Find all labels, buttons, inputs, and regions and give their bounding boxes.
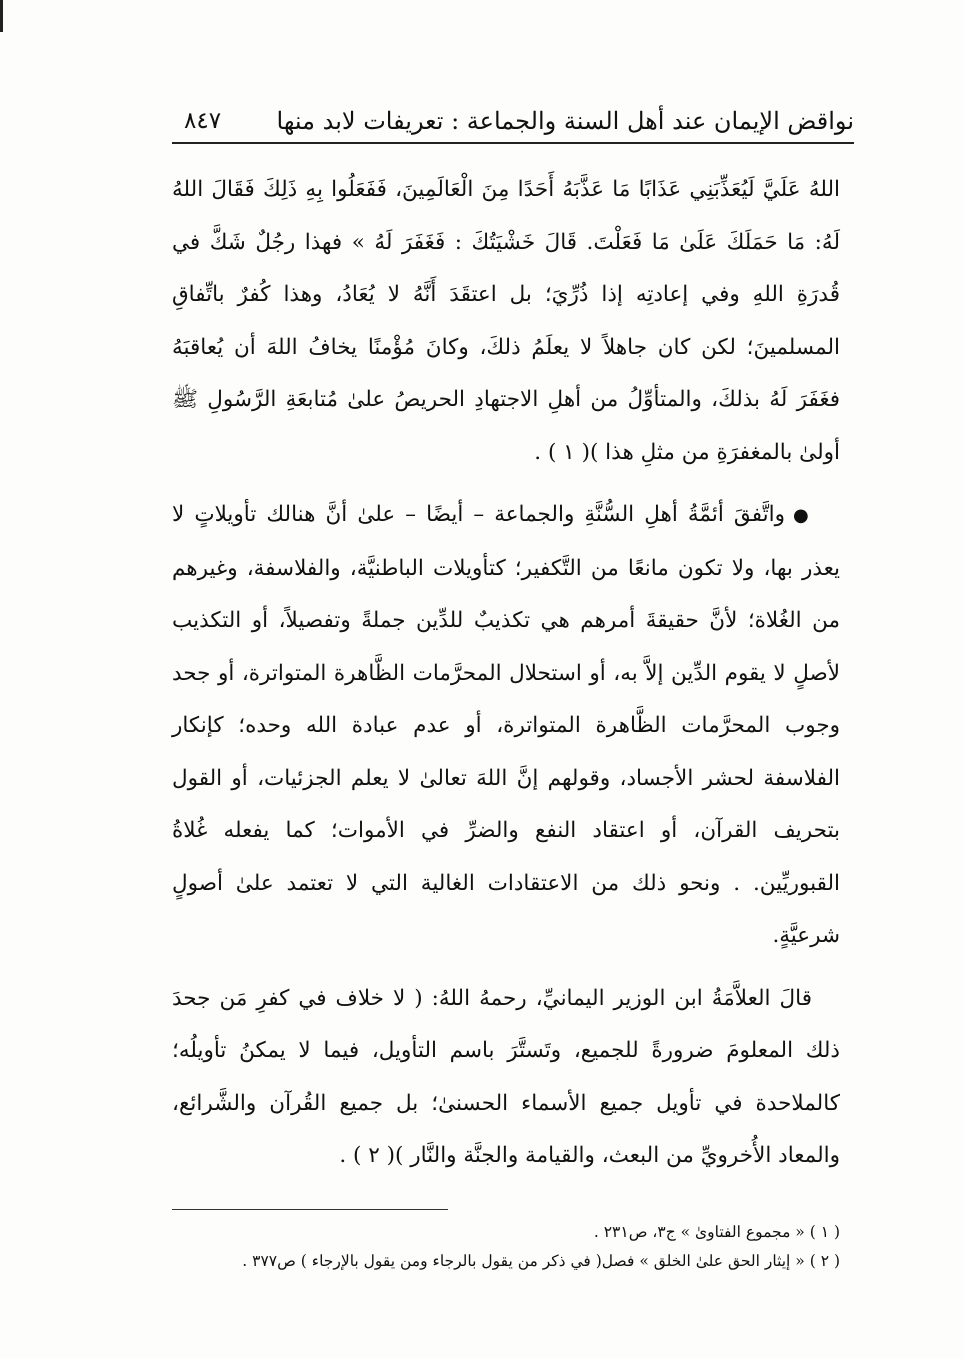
scan-edge-mark xyxy=(0,0,3,32)
page-body xyxy=(172,164,840,1183)
footnote-separator xyxy=(172,1209,448,1210)
paragraph-1: اللهُ عَلَيَّ لَيُعَذِّبَنِي عَذَابًا مَا عَذَّبَهُ أَحَدًا مِنَ الْعَالَمِينَ، فَفَعَلُوا بِهِ ذَلِكَ فَقَالَ اللهُ لَهُ: مَا حَمَلَكَ عَلَىٰ مَا فَعَلْتَ. قَالَ خَشْيَتُكَ : فَغَفَرَ لَهُ » فهذا رجُلٌ شَكَّ في قُدرَةِ اللهِ وفي إعادتِه إذا ذُرِّيَ؛ بل اعتقَدَ أَنَّهُ لا يُعَادُ، وهذا كُفرٌ باتِّفاقِ المسلمينَ؛ لكن كان جاهلاً لا يعلَمُ ذلكَ، وكانَ مُؤْمنًا يخافُ اللهَ أن يُعاقبَهُ فغَفَرَ لَهُ بذلكَ، والمتأوِّلُ من أهلِ الاجتهادِ الحريصُ علىٰ مُتابعَةِ الرَّسُولِ ﷺ أولىٰ بالمغفرَةِ من مثلِ هذا )( ١ ) . xyxy=(172,177,840,465)
footnote-2: ( ٢ ) « إيثار الحق علىٰ الخلق » فصل( في ذكر من يقول بالرجاء ومن يقول بالإرجاء ) ص٣٧٧ . xyxy=(242,1251,840,1270)
footnote-1: ( ١ ) « مجموع الفتاوىٰ » ج٣، ص٢٣١ . xyxy=(593,1222,840,1241)
bullet-icon: ● xyxy=(793,505,812,526)
paragraph-2-text: واتَّفقَ أئمَّةُ أهلِ السُّنَّةِ والجماعة – أيضًا – علىٰ أنَّ هنالك تأويلاتٍ لا يعذر بها، ولا تكون مانعًا من التَّكفير؛ كتأويلات الباطنيَّة، والفلاسفة، وغيرهم من الغُلاة؛ لأنَّ حقيقةَ أمرهم هي تكذيبٌ للدِّين جملةً وتفصيلاً، أو التكذيب لأصلٍ لا يقوم الدِّين إلاَّ به، أو استحلال المحرَّمات الظَّاهرة المتواترة، أو جحد وجوب المحرَّمات الظَّاهرة المتواترة، أو عدم عبادة الله وحده؛ كإنكار الفلاسفة لحشر الأجساد، وقولهم إنَّ اللهَ تعالىٰ لا يعلم الجزئيات، أو القول بتحريف القرآن، أو اعتقاد النفع والضرِّ في الأموات؛ كما يفعله غُلاةُ القبوريِّين. . ونحو ذلك من الاعتقادات الغالية التي لا تعتمد علىٰ أصولٍ شرعيَّةٍ. xyxy=(172,502,840,948)
page-header xyxy=(172,100,854,142)
paragraph-2 xyxy=(172,489,840,963)
paragraph-3: قالَ العلاَّمَةُ ابن الوزير اليمانيِّ، رحمهُ اللهُ: ( لا خلاف في كفرِ مَن جحدَ ذلك المعلومَ ضرورةً للجميع، وتَستَّرَ باسم التأويل، فيما لا يمكنُ تأويلُه؛ كالملاحدة في تأويل جميع الأسماء الحسنىٰ؛ بل جميع القُرآن والشَّرائع، والمعاد الأُخرويِّ من البعث، والقيامة والجنَّة والنَّار )( ٢ ) . xyxy=(172,985,840,1168)
header-rule xyxy=(172,142,854,144)
running-title: نواقض الإيمان عند أهل السنة والجماعة : تعريفات لابد منها xyxy=(276,107,854,135)
page-number: ٨٤٧ xyxy=(184,108,222,134)
book-page xyxy=(172,100,854,1276)
footnotes xyxy=(172,1218,840,1276)
